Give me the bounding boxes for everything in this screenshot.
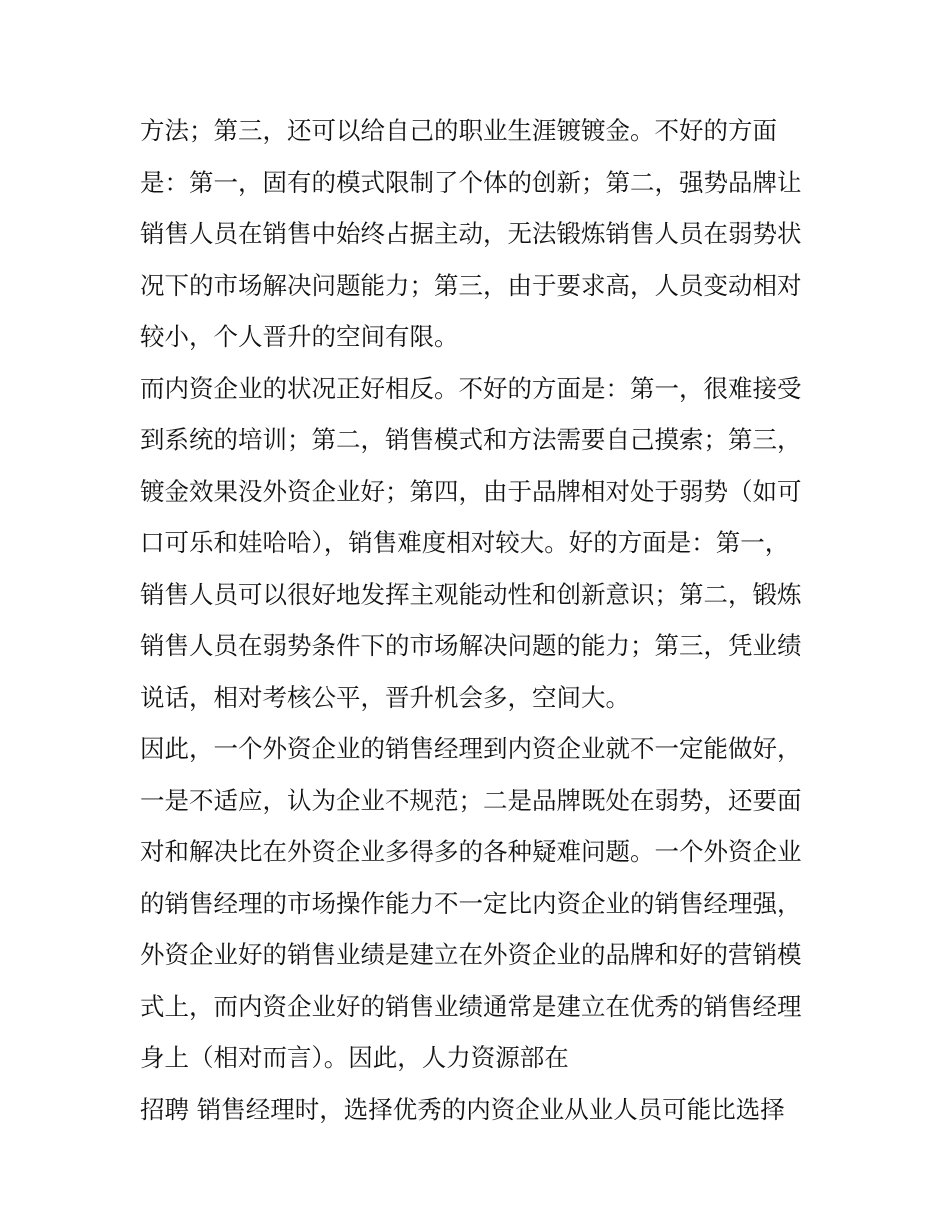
text-line: 一是不适应，认为企业不规范；二是品牌既处在弱势，还要面 [140, 785, 802, 815]
body-text [140, 105, 830, 1135]
text-line: 而内资企业的状况正好相反。不好的方面是：第一，很难接受 [140, 373, 802, 403]
text-line: 因此，一个外资企业的销售经理到内资企业就不一定能做好， [140, 734, 802, 763]
text-line: 是：第一，固有的模式限制了个体的创新；第二，强势品牌让 [140, 167, 802, 197]
text-line: 的销售经理的市场操作能力不一定比内资企业的销售经理强， [140, 888, 802, 918]
text-line: 较小，个人晋升的空间有限。 [140, 322, 459, 351]
text-line: 镀金效果没外资企业好；第四，由于品牌相对处于弱势（如可 [140, 476, 802, 506]
text-line: 销售人员可以很好地发挥主观能动性和创新意识；第二，锻炼 [140, 579, 802, 609]
text-line: 招聘 销售经理时，选择优秀的内资企业从业人员可能比选择 [140, 1094, 785, 1124]
text-line: 说话，相对考核公平，晋升机会多，空间大。 [140, 682, 630, 712]
text-line: 对和解决比在外资企业多得多的各种疑难问题。一个外资企业 [140, 837, 802, 866]
text-line: 方法；第三，还可以给自己的职业生涯镀镀金。不好的方面 [140, 116, 777, 145]
text-line: 销售人员在销售中始终占据主动，无法锻炼销售人员在弱势状 [140, 219, 802, 248]
text-line: 式上，而内资企业好的销售业绩通常是建立在优秀的销售经理 [140, 991, 802, 1021]
text-line: 到系统的培训；第二，销售模式和方法需要自己摸索；第三， [140, 425, 802, 454]
text-line: 销售人员在弱势条件下的市场解决问题的能力；第三，凭业绩 [140, 631, 802, 660]
text-line: 况下的市场解决问题能力；第三，由于要求高，人员变动相对 [140, 270, 802, 300]
text-line: 口可乐和娃哈哈），销售难度相对较大。好的方面是：第一， [140, 528, 790, 557]
text-line: 身上（相对而言）。因此，人力资源部在 [140, 1043, 569, 1072]
text-line: 外资企业好的销售业绩是建立在外资企业的品牌和好的营销模 [140, 940, 802, 969]
